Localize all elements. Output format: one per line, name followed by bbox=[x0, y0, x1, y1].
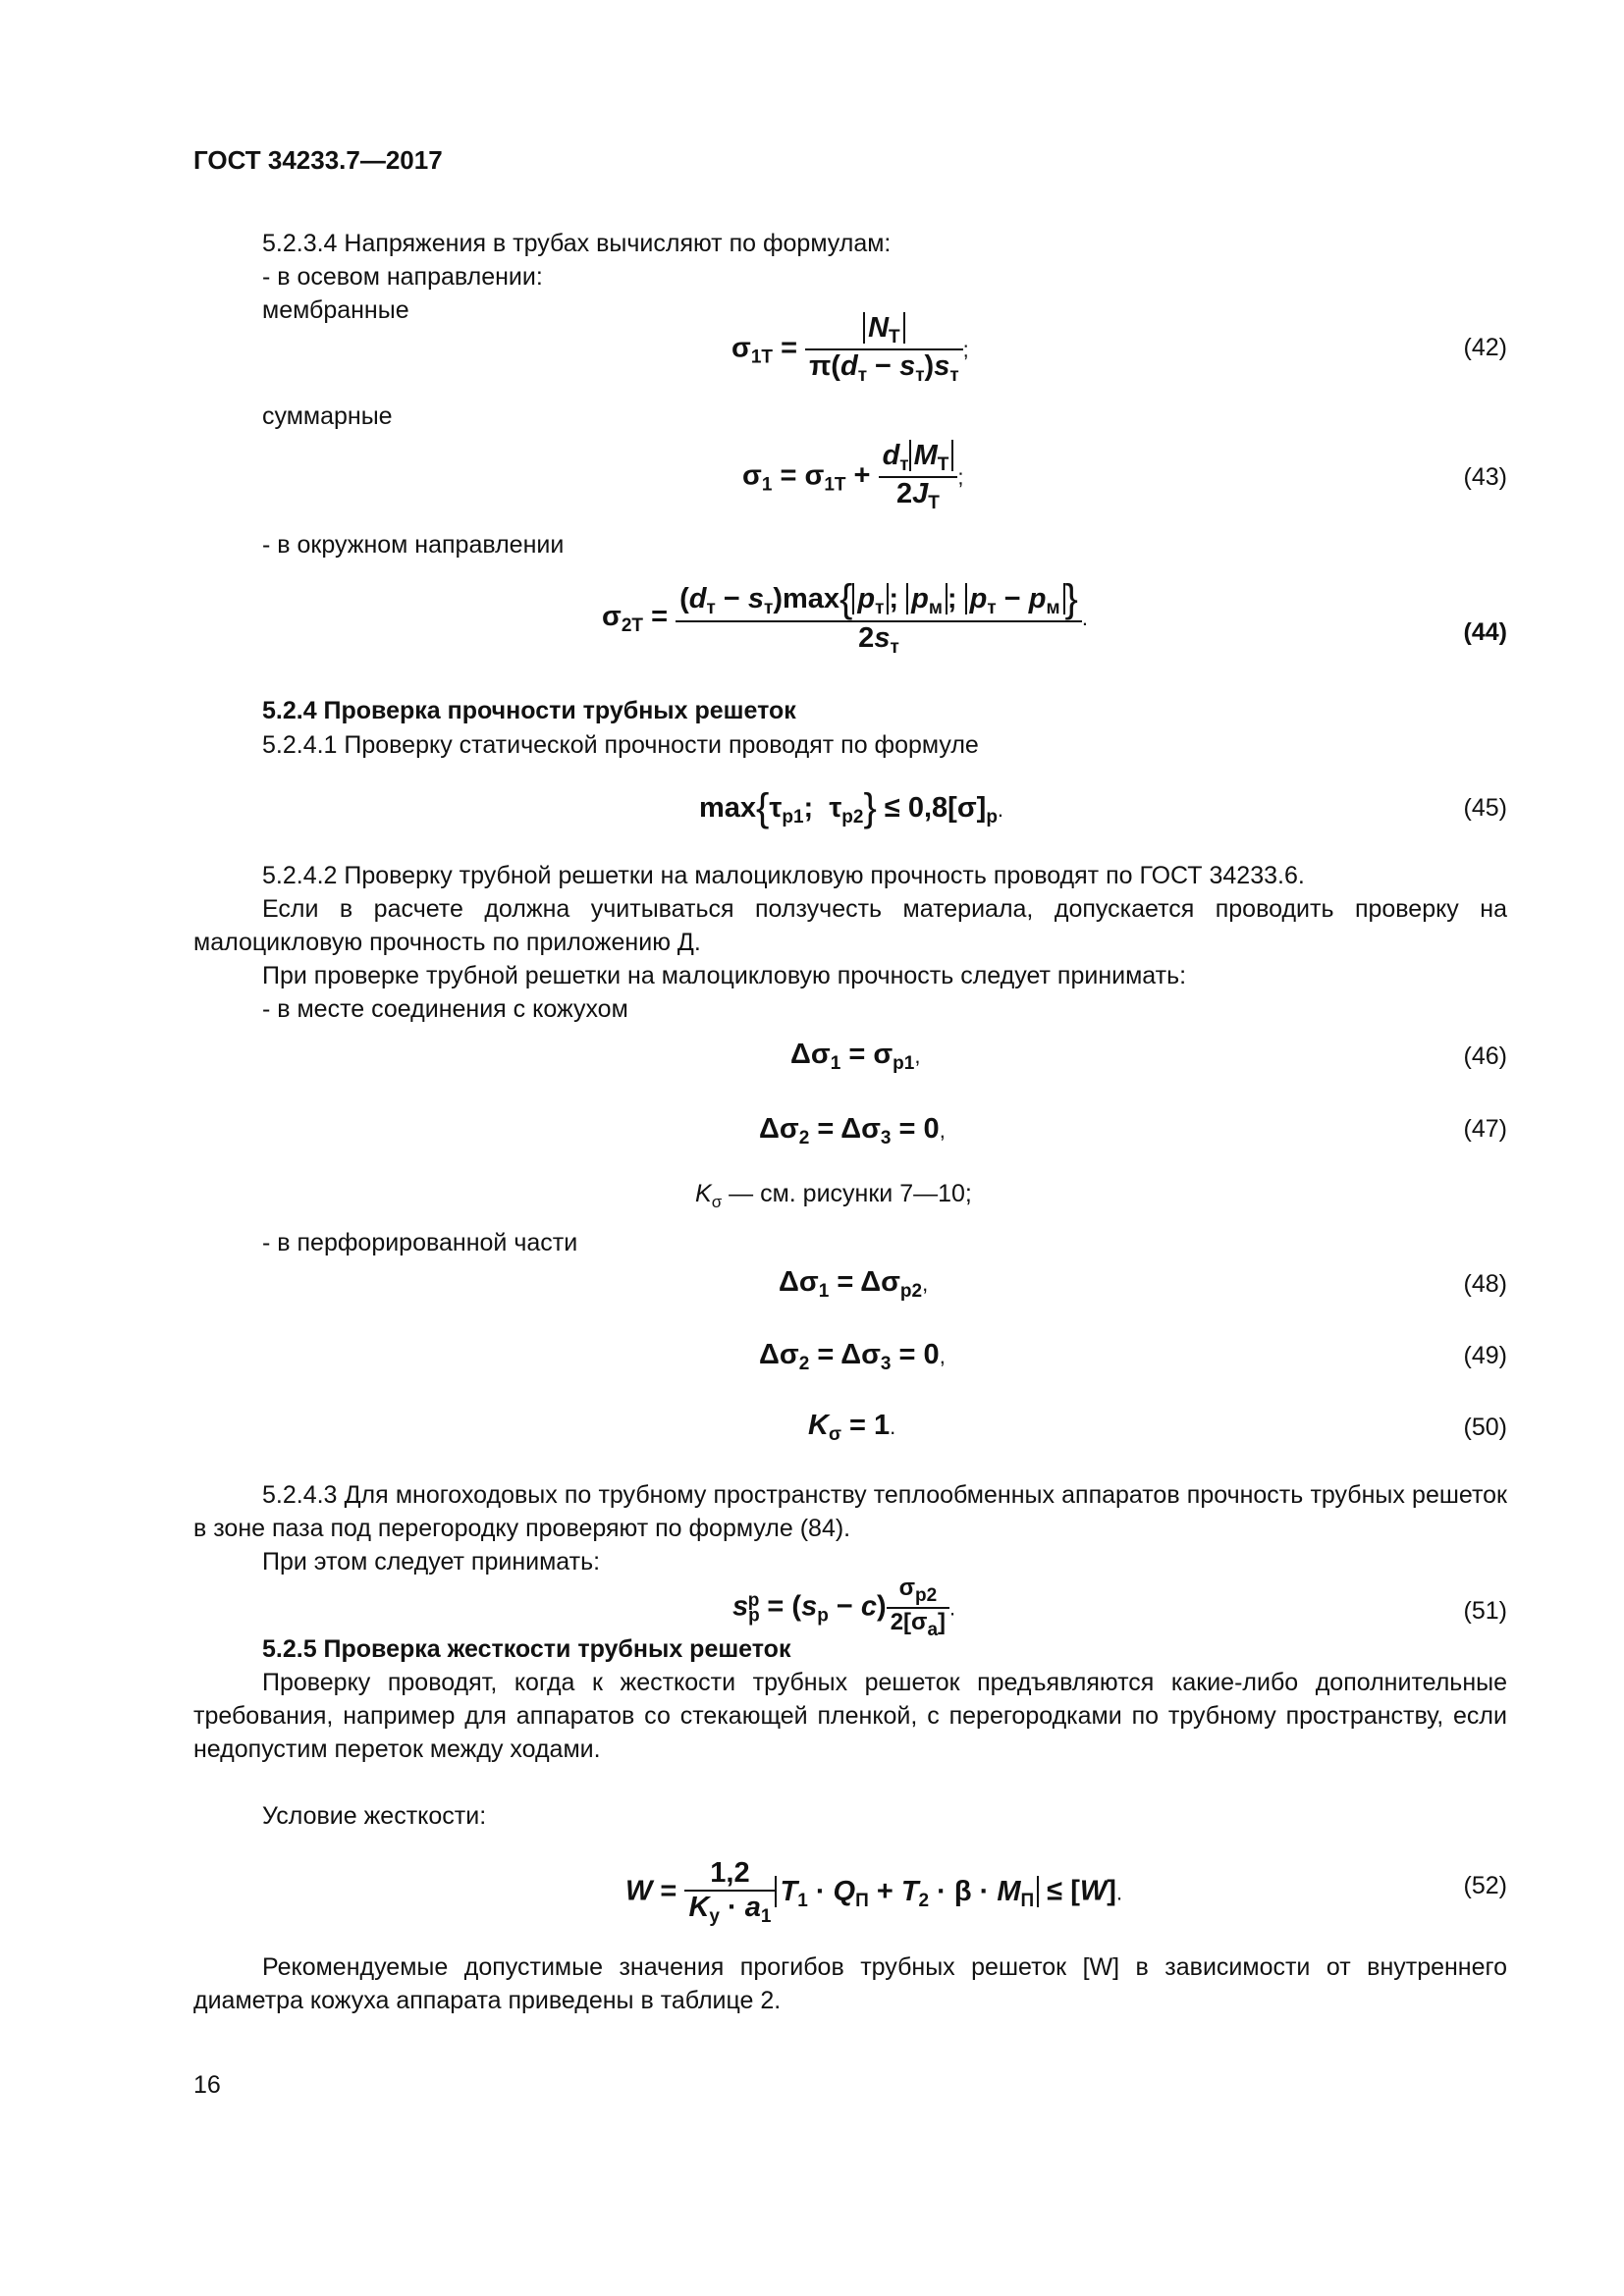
equation-number-45: (45) bbox=[1463, 794, 1507, 822]
k-sigma-note-text: — см. рисунки 7—10; bbox=[729, 1180, 972, 1207]
membrane-label: мембранные bbox=[262, 296, 409, 324]
equation-number-46: (46) bbox=[1463, 1042, 1507, 1070]
paragraph-5-2-4-2: 5.2.4.2 Проверку трубной решетки на малоцикловую прочность проводят по ГОСТ 34233.6. bbox=[262, 862, 1305, 889]
formula-49: $\Delta\sigma_2 = \Delta\sigma_3 = 0$, bbox=[759, 1339, 946, 1374]
formula-45: $\max\{\tau_{p1}$; $\tau_{p2}\} \le 0,8[\sigma]_p$. bbox=[699, 786, 1004, 829]
page-header: ГОСТ 34233.7—2017 bbox=[193, 145, 443, 175]
paragraph-stiffness-condition: Условие жесткости: bbox=[262, 1802, 487, 1830]
formula-52: W = $\frac{1,2}{K_y \cdot a_1}$ $T_1 \cdot Q_П + T_2 \cdot \beta \cdot M_П \le [W]$. bbox=[625, 1857, 1123, 1927]
equation-number-52: (52) bbox=[1463, 1872, 1507, 1899]
equation-number-47: (47) bbox=[1463, 1115, 1507, 1143]
formula-51: $s_p^p = (s_p - c)$ $\frac{\sigma_{p2}}{2[\sigma_a]}$ . bbox=[732, 1575, 956, 1640]
perforated-part-item: - в перфорированной части bbox=[262, 1229, 578, 1256]
formula-48: $\Delta\sigma_1 = \Delta\sigma_{p2}$, bbox=[779, 1266, 929, 1302]
hoop-direction-item: - в окружном направлении bbox=[262, 531, 565, 559]
equation-number-43: (43) bbox=[1463, 463, 1507, 491]
paragraph-5-2-4-3: 5.2.4.3 Для многоходовых по трубному пространству теплообменных аппаратов прочность трубных решеток в зоне паза под перегородку проверяют по формуле (84). bbox=[193, 1481, 1507, 1542]
formula-47: $\Delta\sigma_2 = \Delta\sigma_3 = 0$, bbox=[759, 1113, 946, 1148]
formula-44: $\sigma_{2T}$ = $\frac{(d_т - s_т)\max\{ p_т ; p_м ; p_т - p_м \}}{2s_т}$ . bbox=[602, 577, 1088, 658]
equation-number-44: (44) bbox=[1463, 618, 1507, 646]
paragraph-low-cycle: При проверке трубной решетки на малоцикловую прочность следует принимать: bbox=[262, 962, 1187, 989]
formula-50: $K_\sigma = 1$. bbox=[808, 1410, 896, 1445]
heading-5-2-5: 5.2.5 Проверка жесткости трубных решеток bbox=[262, 1635, 791, 1663]
equation-number-49: (49) bbox=[1463, 1342, 1507, 1369]
paragraph-5-2-3-4: 5.2.3.4 Напряжения в трубах вычисляют по формулам: bbox=[262, 230, 892, 257]
total-label: суммарные bbox=[262, 402, 393, 430]
paragraph-accept: При этом следует принимать: bbox=[262, 1548, 601, 1575]
equation-number-42: (42) bbox=[1463, 334, 1507, 361]
k-sigma-note: $K_\sigma$ — см. рисунки 7—10; bbox=[695, 1180, 972, 1211]
formula-46: $\Delta\sigma_1 = \sigma_{p1}$, bbox=[790, 1039, 921, 1074]
paragraph-creep: Если в расчете должна учитываться ползучесть материала, допускается проводить проверку на малоцикловую прочность по приложению Д. bbox=[193, 895, 1507, 956]
shell-joint-item: - в месте соединения с кожухом bbox=[262, 995, 628, 1023]
page-number: 16 bbox=[193, 2071, 221, 2099]
formula-43: $\sigma_1 = \sigma_{1T}$ + $\frac{d_т M_T}{2J_T}$ ; bbox=[742, 440, 964, 513]
axial-direction-item: - в осевом направлении: bbox=[262, 263, 543, 291]
equation-number-50: (50) bbox=[1463, 1414, 1507, 1441]
paragraph-stiffness: Проверку проводят, когда к жесткости трубных решеток предъявляются какие-либо дополнительные требования, например для аппаратов со стекающей пленкой, с перегородками по трубному пространству, если недопустим переток между ходами. bbox=[193, 1669, 1507, 1763]
equation-number-48: (48) bbox=[1463, 1270, 1507, 1298]
formula-42: $\sigma_{1T}$ = $\frac{N_T}{\pi(d_т - s_т)s_т}$ ; bbox=[731, 312, 969, 386]
paragraph-deflection: Рекомендуемые допустимые значения прогибов трубных решеток [W] в зависимости от внутреннего диаметра кожуха аппарата приведены в таблице 2. bbox=[193, 1953, 1507, 2014]
equation-number-51: (51) bbox=[1463, 1597, 1507, 1625]
paragraph-5-2-4-1: 5.2.4.1 Проверку статической прочности проводят по формуле bbox=[262, 731, 979, 759]
heading-5-2-4: 5.2.4 Проверка прочности трубных решеток bbox=[262, 697, 796, 724]
